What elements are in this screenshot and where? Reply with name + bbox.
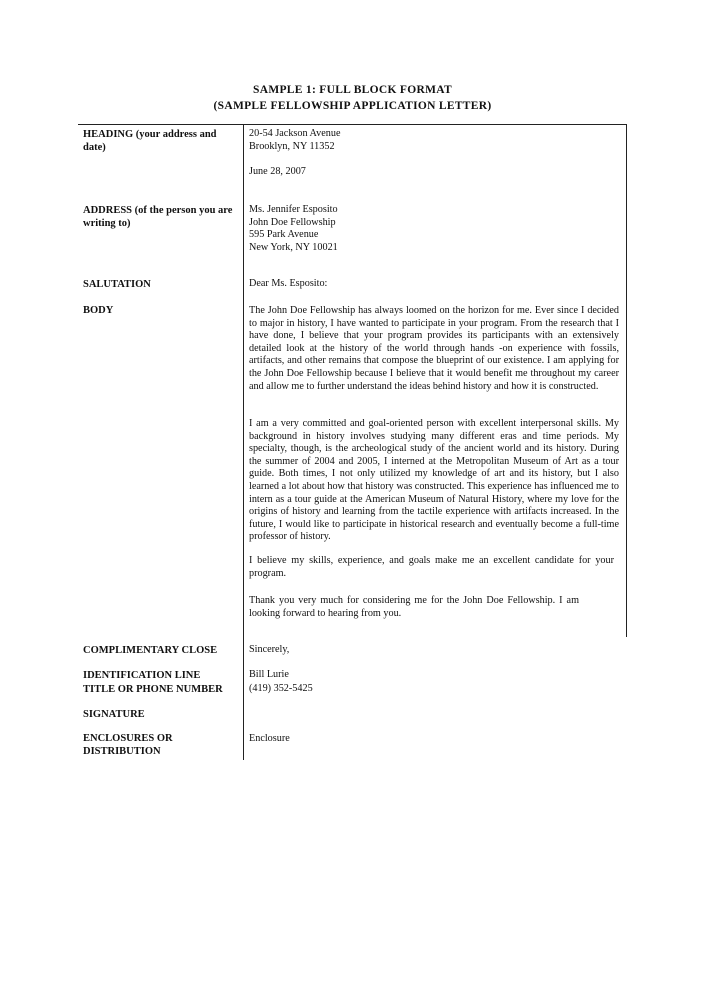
label-identification-line: IDENTIFICATION LINE (83, 670, 201, 681)
column-divider (243, 124, 244, 760)
body-paragraph-2: I am a very committed and goal-oriented person with excellent interpersonal skills. My background in history involves studying many different eras and time periods. My specialty, though, is the archeological study of the ancient world and its history. During the summer of 2004 and 2005, I interned at the Metropolitan Museum of Art as a tour guide. Both times, I not only utilized my knowledge of art and its history, but I also learned a lot about how that history was constructed. This experience has influenced me to intern as a tour guide at the American Museum of Natural History, where my love for the origins of history and learning from the tactile experience with artifacts increased. In the future, I would like to participate in historical research and eventually become a full-time professor of history. (249, 418, 619, 543)
enclosure-text: Enclosure (249, 733, 290, 744)
sender-address-block (249, 128, 619, 153)
recipient-name: Ms. Jennifer Esposito (249, 204, 338, 215)
recipient-address-block (249, 204, 619, 254)
recipient-street: 595 Park Avenue (249, 229, 319, 241)
label-enclosures: ENCLOSURES OR DISTRIBUTION (83, 733, 173, 757)
label-signature: SIGNATURE (83, 709, 145, 720)
table-right-border (626, 124, 627, 637)
sender-city: Brooklyn, NY 11352 (249, 140, 335, 152)
recipient-city: New York, NY 10021 (249, 241, 338, 253)
sender-phone: (419) 352-5425 (249, 683, 313, 694)
label-body: BODY (83, 305, 114, 316)
label-salutation: SALUTATION (83, 279, 151, 290)
label-title-or-phone: TITLE OR PHONE NUMBER (83, 684, 223, 695)
sender-name: Bill Lurie (249, 669, 289, 680)
closing-text: Sincerely, (249, 644, 290, 655)
document-subtitle: (SAMPLE FELLOWSHIP APPLICATION LETTER) (213, 100, 492, 112)
label-complimentary-close: COMPLIMENTARY CLOSE (83, 645, 218, 656)
recipient-org: John Doe Fellowship (249, 216, 336, 228)
table-top-border (78, 124, 627, 125)
document-title: SAMPLE 1: FULL BLOCK FORMAT (253, 84, 452, 96)
label-address: ADDRESS (of the person you are writing to) (83, 205, 233, 229)
salutation-text: Dear Ms. Esposito: (249, 278, 328, 289)
body-paragraph-4: Thank you very much for considering me for the John Doe Fellowship. I am looking forward to hearing from you. (249, 595, 579, 619)
label-heading: HEADING (your address and date) (83, 129, 217, 153)
letter-date: June 28, 2007 (249, 166, 306, 177)
body-paragraph-1: The John Doe Fellowship has always loomed on the horizon for me. Ever since I decided to major in history, I have wanted to participate in your program. From the research that I have done, I believe that your program provides its participants with an extensively detailed look at the history of the world through hands -on experience with fossils, artifacts, and other remains that compose the blueprint of our existence. I am applying for the John Doe Fellowship because I believe that it would benefit me throughout my career and allow me to further understand the ideas behind history and how it is constructed. (249, 305, 619, 392)
body-paragraph-3: I believe my skills, experience, and goals make me an excellent candidate for your program. (249, 555, 614, 579)
sender-street: 20-54 Jackson Avenue (249, 128, 341, 139)
